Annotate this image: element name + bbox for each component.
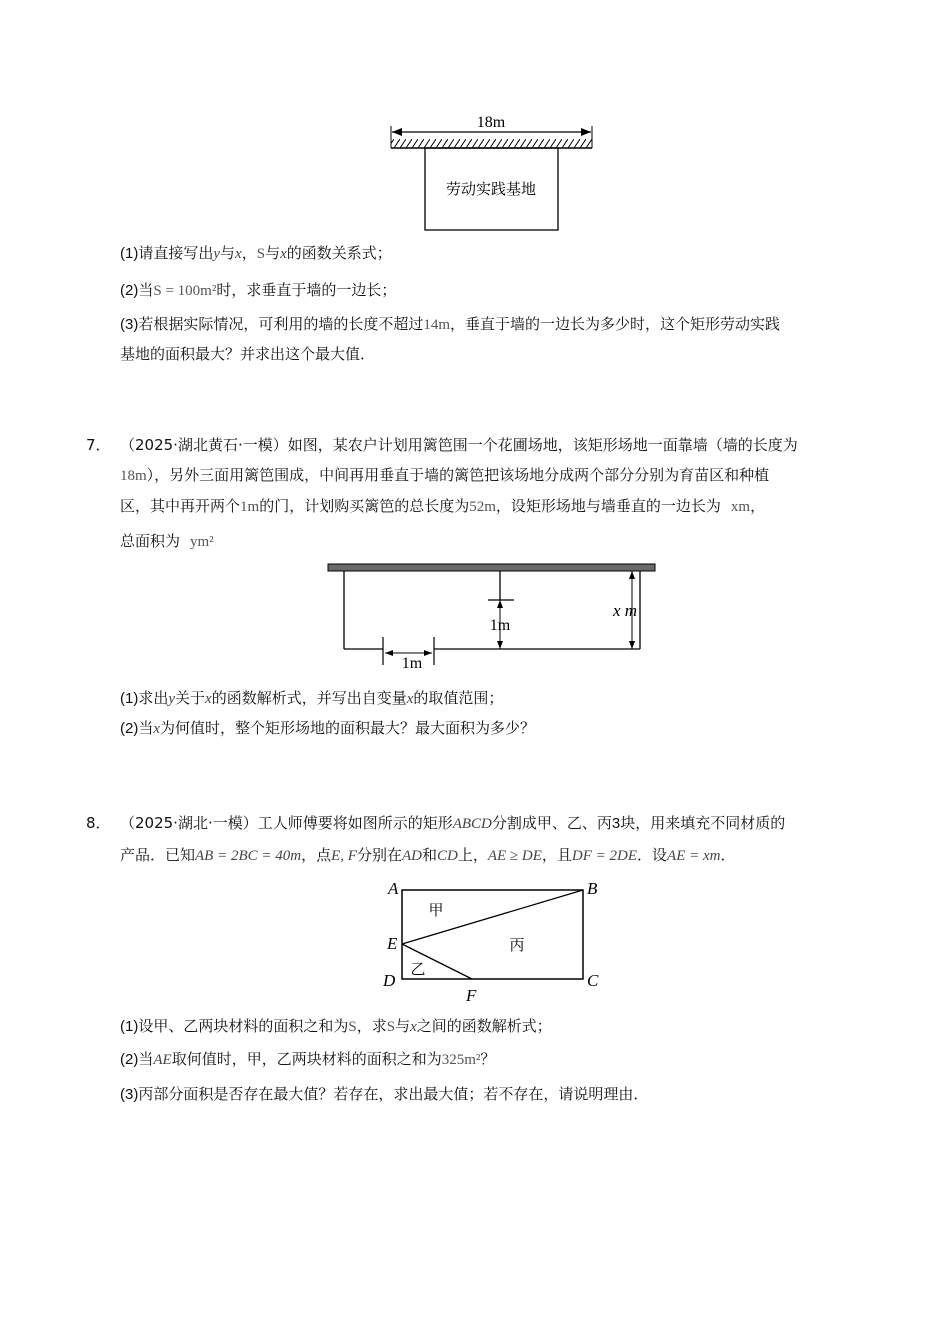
q8-part1: (1)设甲、乙两块材料的面积之和为S，求S与x之间的函数解析式； [120, 1017, 552, 1035]
q7-stem-line2: 18m），另外三面用篱笆围成，中间再用垂直于墙的篱笆把该场地分成两个部分分别为育苗区和种植 [120, 466, 770, 484]
door-label-middle: 1m [489, 617, 511, 634]
q7-part2: (2)当x为何值时，整个矩形场地的面积最大？最大面积为多少？ [120, 719, 536, 737]
q7-stem-line4: 总面积为 ym² [120, 532, 214, 550]
q8-stem-line1: （2025·湖北·一模）工人师傅要将如图所示的矩形ABCD分割成甲、乙、丙3块，用来填充不同材质的 [120, 814, 786, 832]
labor-base-label: 劳动实践基地 [445, 180, 537, 198]
q6-part3-cont: 基地的面积最大？并求出这个最大值． [120, 345, 376, 363]
q8-number: 8． [86, 814, 111, 832]
q8-part2: (2)当AE取何值时，甲，乙两块材料的面积之和为325m²？ [120, 1050, 496, 1068]
door-label-bottom: 1m [401, 655, 423, 672]
label-jia: 甲 [428, 901, 444, 919]
q6-part1: (1)请直接写出y与x，S与x的函数关系式； [120, 244, 392, 262]
label-A: A [388, 879, 399, 898]
label-D: D [383, 971, 396, 990]
q7-stem-line3: 区，其中再开两个1m的门，计划购买篱笆的总长度为52m，设矩形场地与墙垂直的一边长为 xm， [120, 497, 766, 515]
wall-width-label: 18m [476, 114, 506, 131]
label-E: E [387, 934, 398, 953]
label-bing: 丙 [509, 936, 525, 954]
label-yi: 乙 [410, 960, 426, 978]
q6-part2: (2)当S = 100m²时，求垂直于墙的一边长； [120, 281, 397, 299]
q7-part1: (1)求出y关于x的函数解析式，并写出自变量x的取值范围； [120, 689, 504, 707]
wall-hatch [391, 139, 592, 148]
wall-bar [328, 564, 655, 571]
figure-8-rectangle [380, 878, 610, 1008]
side-x-label: x m [612, 601, 638, 620]
label-C: C [587, 971, 599, 990]
label-B: B [587, 879, 598, 898]
q6-part3: (3)若根据实际情况，可利用的墙的长度不超过14m，垂直于墙的一边长为多少时，这个矩形劳动实践 [120, 315, 781, 333]
q8-stem-line2: 产品．已知AB = 2BC = 40m，点E, F分别在AD和CD上，AE ≥ DE，且DF = 2DE．设AE = xm． [120, 846, 736, 864]
q8-part3: (3)丙部分面积是否存在最大值？若存在，求出最大值；若不存在，请说明理由． [120, 1085, 649, 1103]
label-F: F [466, 986, 477, 1005]
arrow-right [581, 128, 591, 136]
figure-7-garden [328, 560, 658, 675]
q7-stem-line1: （2025·湖北黄石·一模）如图，某农户计划用篱笆围一个花圃场地，该矩形场地一面靠墙（墙的长度为 [120, 436, 798, 454]
figure-6-labor-base [388, 112, 598, 234]
q7-number: 7． [86, 436, 111, 454]
arrow-left [392, 128, 402, 136]
